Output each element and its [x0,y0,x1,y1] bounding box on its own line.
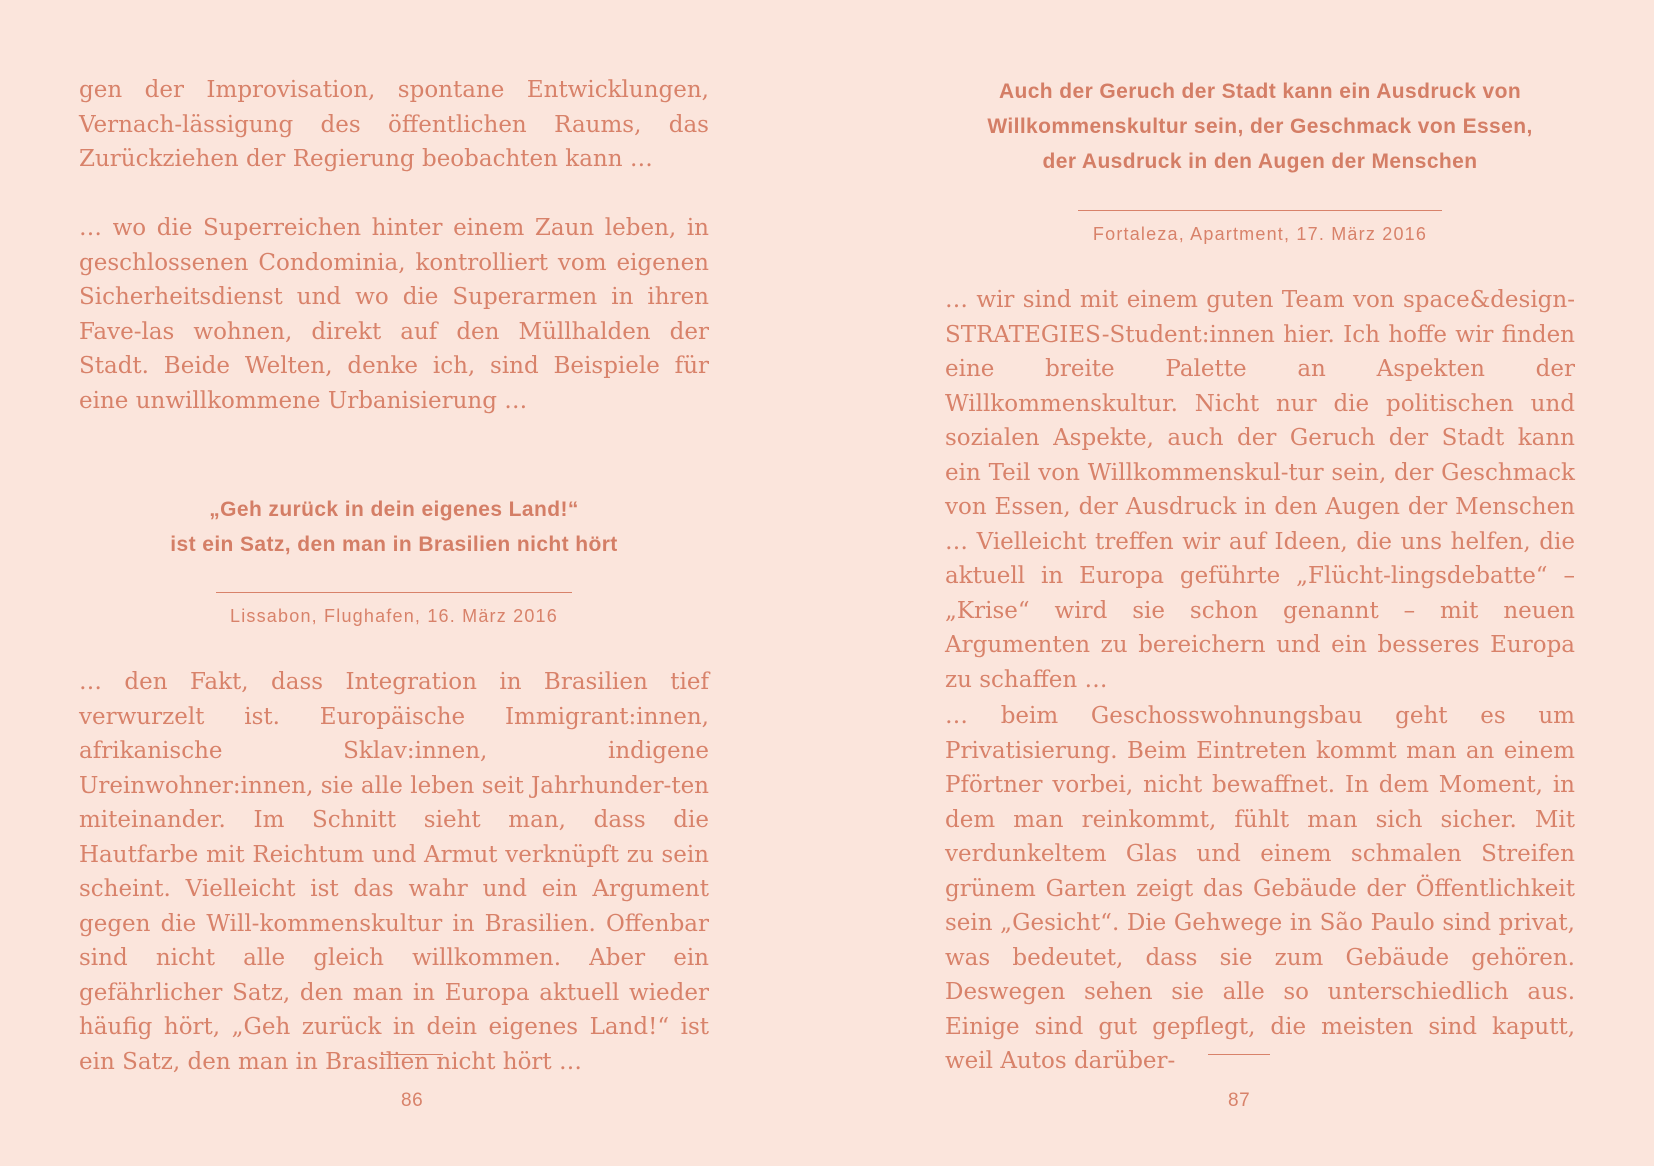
right-heading-line-3: der Ausdruck in den Augen der Menschen [1042,150,1478,173]
left-paragraph-3: … den Fakt, dass Integration in Brasilien tief verwurzelt ist. Europäische Immigrant:innen, afrikanische Sklav:innen, indigene Ureinwohner:innen, sie alle leben seit Jahrhunder-ten miteinander. Im Schnitt sieht man, dass die Hautfarbe mit Reichtum und Armut verknüpft zu sein scheint. Vielleicht ist das wahr und ein Argument gegen die Will-kommenskultur in Brasilien. Offenbar sind nicht alle gleich willkommen. Aber ein gefährlicher Satz, den man in Europa aktuell wieder häufig hört, „Geh zurück in dein eigenes Land!“ ist ein Satz, den man in Brasilien nicht hört … [79,669,709,1075]
right-page-number: 87 [1228,1090,1251,1111]
left-heading-rule-wrap [79,592,709,593]
right-paragraph-1: … wir sind mit einem guten Team von space&design-STRATEGIES-Student:innen hier. Ich hoffe wir finden eine breite Palette an Aspekten der Willkommenskultur. Nicht nur die politischen und sozialen Aspekte, auch der Geruch der Stadt kann ein Teil von Willkommenskul-tur sein, der Geschmack von Essen, der Ausdruck in den Augen der Menschen … Vielleicht treffen wir auf Ideen, die uns helfen, die aktuell in Europa geführte „Flücht-lingsdebatte“ – „Krise“ wird sie schon genannt – mit neuen Argumenten zu bereichern und ein besseres Europa zu schaffen … [945,287,1575,693]
left-page [79,0,709,1166]
left-heading-rule [216,592,572,593]
left-page-number: 86 [401,1090,424,1111]
left-paragraph-2: … wo die Superreichen hinter einem Zaun leben, in geschlossenen Condominia, kontrolliert vom eigenen Sicherheitsdienst und wo die Superarmen in ihren Fave-las wohnen, direkt auf den Müllhalden der Stadt. Beide Welten, denke ich, sind Beispiele für eine unwillkommene Urbanisierung … [79,215,709,414]
right-heading-line-2: Willkommenskultur sein, der Geschmack von Essen, [987,115,1533,138]
right-location-date: Fortaleza, Apartment, 17. März 2016 [1092,224,1428,244]
left-section-heading [79,492,709,562]
right-page-number-rule [1208,1054,1270,1055]
left-heading-line-1: „Geh zurück in dein eigenes Land!“ [209,498,579,521]
left-page-number-rule [381,1054,443,1055]
left-heading-line-2: ist ein Satz, den man in Brasilien nicht hört [170,533,618,556]
left-location-date: Lissabon, Flughafen, 16. März 2016 [230,606,558,626]
right-paragraph-2: … beim Geschosswohnungsbau geht es um Privatisierung. Beim Eintreten kommt man an einem Pförtner vorbei, nicht bewaffnet. In dem Moment, in dem man reinkommt, fühlt man sich sicher. Mit verdunkeltem Glas und einem schmalen Streifen grünem Garten zeigt das Gebäude der Öffentlichkeit sein „Gesicht“. Die Gehwege in São Paulo sind privat, was bedeutet, dass sie zum Gebäude gehören. Deswegen sehen sie alle so unterschiedlich aus. Einige sind gut gepflegt, die meisten sind kaputt, weil Autos darüber- [945,703,1575,1074]
right-heading-rule [1078,210,1442,211]
right-page [945,0,1575,1166]
left-paragraph-1: gen der Improvisation, spontane Entwicklungen, Vernach-lässigung des öffentlichen Raums, das Zurückziehen der Regierung beobachten kann … [79,77,709,172]
right-heading-rule-wrap [945,210,1575,211]
right-heading-line-1: Auch der Geruch der Stadt kann ein Ausdruck von [998,80,1522,103]
right-section-heading [945,74,1575,179]
